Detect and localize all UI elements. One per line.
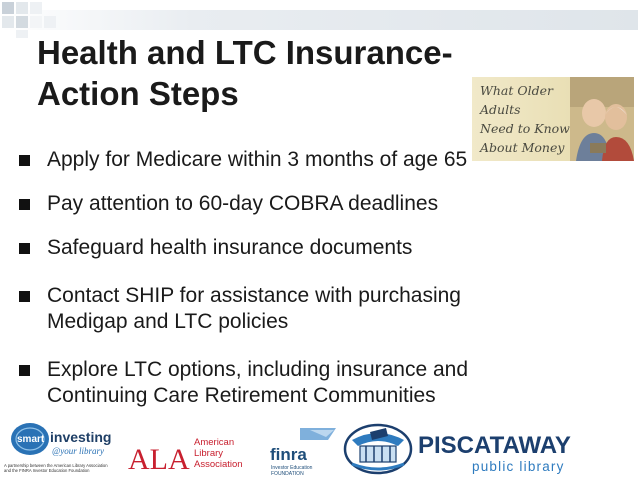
square-bullet-icon [19, 365, 30, 376]
bullet-text-line: Explore LTC options, including insurance and [47, 358, 469, 381]
investing-word: investing [50, 429, 112, 445]
piscataway-logo [418, 432, 571, 474]
bullet-text-line: Contact SHIP for assistance with purchasing [47, 284, 461, 307]
promo-text-line: Need to Know [480, 121, 570, 136]
bullet-text-line: Safeguard health insurance documents [47, 236, 413, 259]
ala-name-line: American [194, 437, 235, 448]
bullet-text [47, 235, 607, 261]
ala-logo [128, 437, 243, 476]
ala-name-line: Association [194, 459, 243, 470]
finra-logo [270, 428, 336, 477]
square-bullet-icon [19, 243, 30, 254]
bullet-text [47, 147, 607, 173]
promo-text-line: What Older Adults [480, 83, 553, 117]
smart-tagline-line: and the FINRA Investor Education Foundation [4, 468, 90, 473]
finra-name: finra [270, 445, 307, 464]
bullet-text [47, 283, 607, 335]
bullet-text-line: Apply for Medicare within 3 months of age 65 [47, 148, 468, 171]
smart-word: smart [17, 434, 45, 445]
piscataway-name: PISCATAWAY [418, 432, 571, 459]
ala-letters: ALA [128, 443, 190, 476]
piscataway-emblem-icon [345, 425, 411, 473]
bullet-text [47, 357, 607, 409]
footer-logos [0, 418, 638, 479]
promo-text-line: About Money [480, 140, 565, 155]
bullet-text-line: Medigap and LTC policies [47, 310, 289, 333]
slide-title-line: Action Steps [37, 75, 239, 112]
square-bullet-icon [19, 199, 30, 210]
bullet-text-line: Pay attention to 60-day COBRA deadlines [47, 192, 439, 215]
square-bullet-icon [19, 155, 30, 166]
slide-title [37, 32, 477, 114]
ala-name-line: Library [194, 448, 224, 459]
at-your-library: @your library [52, 446, 105, 456]
slide-title-line: Health and LTC Insurance- [37, 34, 453, 71]
bullet-text-line: Continuing Care Retirement Communities [47, 384, 436, 407]
smart-investing-logo [4, 423, 111, 473]
smart-tagline-line: A partnership between the American Library Association [4, 463, 108, 468]
square-bullet-icon [19, 291, 30, 302]
finra-sub-line: Investor Education [271, 465, 313, 471]
top-decorative-band [0, 10, 638, 30]
bullet-text [47, 191, 607, 217]
piscataway-sub: public library [472, 459, 565, 474]
promo-text [480, 81, 570, 157]
finra-sub-line: FOUNDATION [271, 471, 304, 477]
